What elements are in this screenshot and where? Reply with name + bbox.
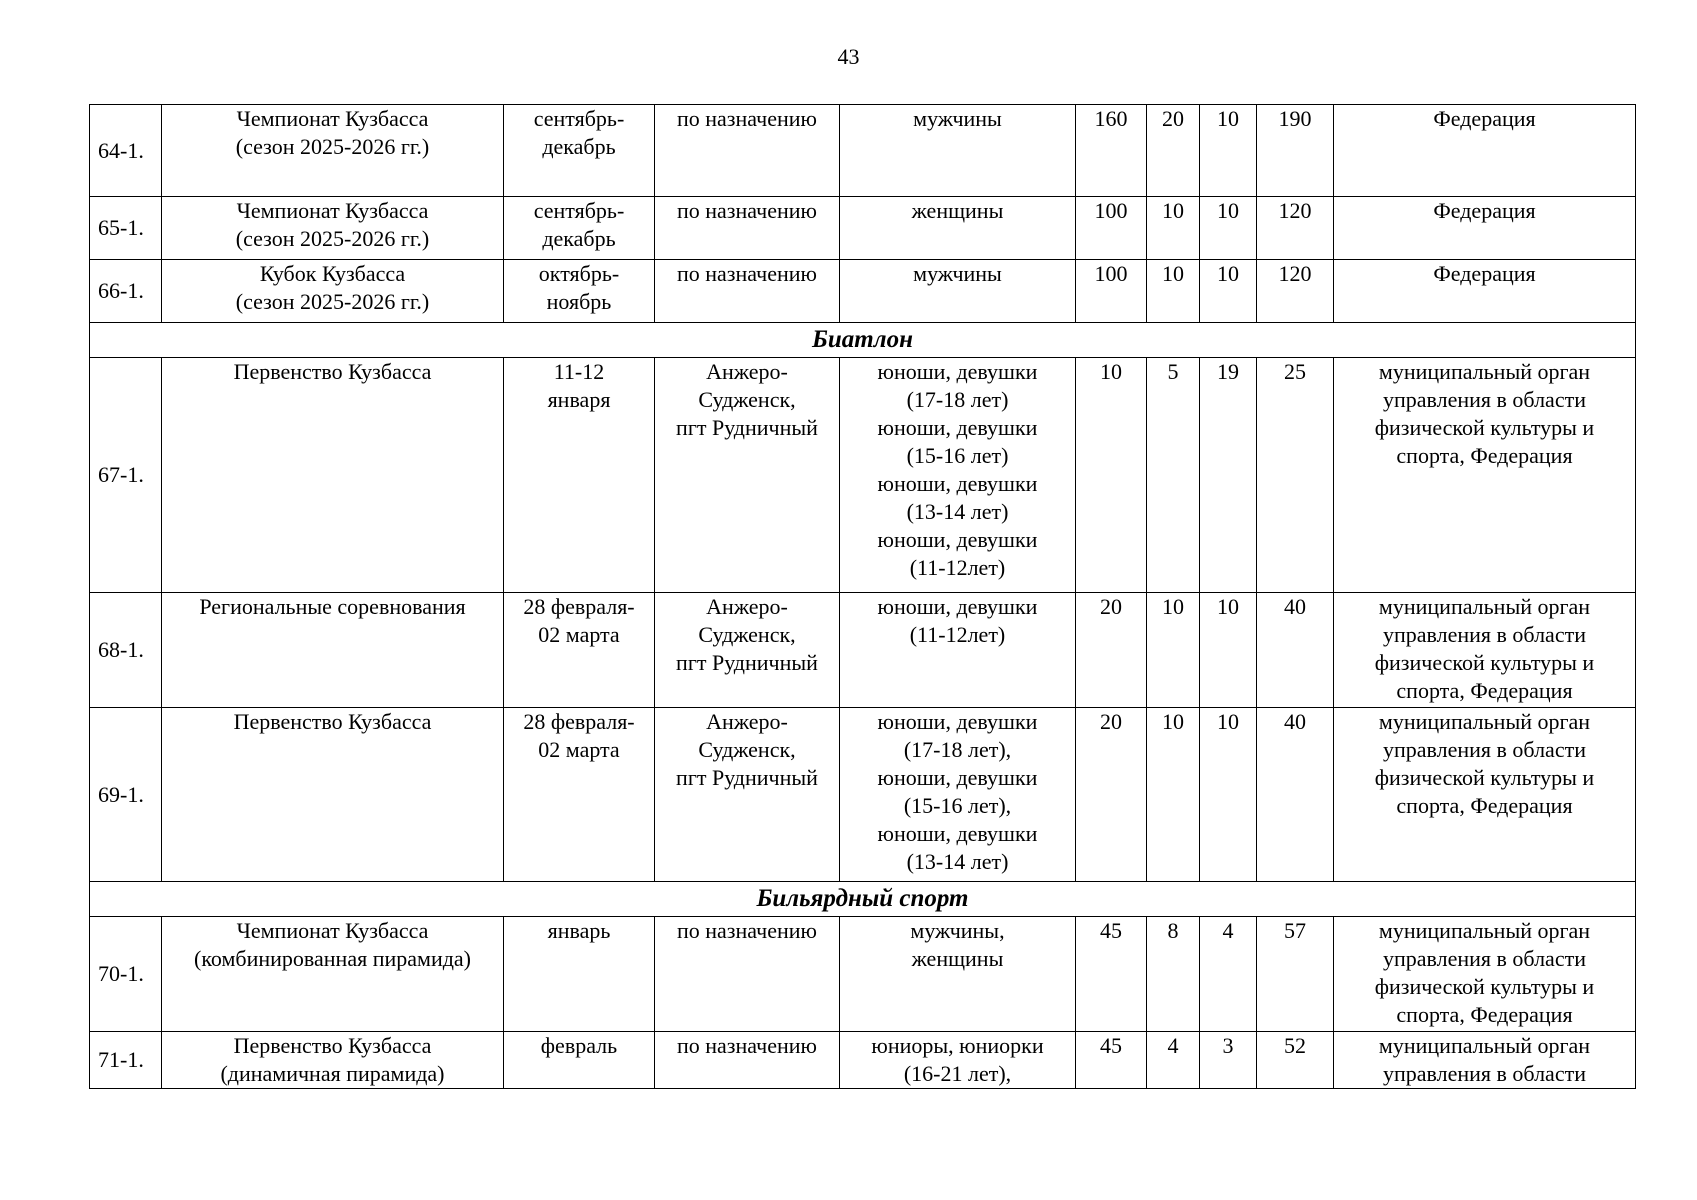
event-dates-cell — [504, 593, 655, 708]
event-place-line: по назначению — [677, 1033, 817, 1058]
table-row — [90, 260, 1636, 323]
event-place-cell — [655, 1032, 840, 1089]
row-number-cell: 65-1. — [90, 197, 162, 260]
event-name-cell — [162, 105, 504, 197]
count-1-cell: 45 — [1076, 917, 1147, 1032]
organizer-line: управления в области — [1383, 622, 1586, 647]
participants-cell — [840, 593, 1076, 708]
event-name-line: (комбинированная пирамида) — [194, 946, 471, 971]
event-place-line: Судженск, — [698, 622, 796, 647]
participants-line: мужчины, — [910, 918, 1005, 943]
table-row — [90, 917, 1636, 1032]
event-dates-line: 02 марта — [538, 737, 620, 762]
event-name-line: (сезон 2025-2026 гг.) — [235, 226, 430, 251]
count-2-cell: 10 — [1147, 593, 1200, 708]
participants-cell — [840, 708, 1076, 882]
total-count-cell: 57 — [1257, 917, 1334, 1032]
event-place-cell — [655, 105, 840, 197]
event-place-line: по назначению — [677, 106, 817, 131]
participants-line: мужчины — [913, 106, 1002, 131]
event-place-line: пгт Рудничный — [676, 415, 818, 440]
count-3-cell: 19 — [1200, 358, 1257, 593]
event-place-line: по назначению — [677, 261, 817, 286]
row-number-cell: 66-1. — [90, 260, 162, 323]
participants-line: мужчины — [913, 261, 1002, 286]
organizer-line: муниципальный орган — [1378, 918, 1591, 943]
event-dates-cell — [504, 708, 655, 882]
participants-line: (17-18 лет) — [906, 387, 1009, 412]
participants-line: (15-16 лет) — [906, 443, 1009, 468]
participants-line: юноши, девушки — [877, 415, 1038, 440]
count-1-cell: 45 — [1076, 1032, 1147, 1089]
event-dates-cell — [504, 105, 655, 197]
event-name-line: (сезон 2025-2026 гг.) — [235, 134, 430, 159]
organizer-cell — [1334, 593, 1636, 708]
events-table — [89, 104, 1636, 1089]
event-name-line: Чемпионат Кузбасса — [236, 918, 429, 943]
event-place-line: по назначению — [677, 198, 817, 223]
organizer-line: Федерация — [1433, 198, 1536, 223]
participants-line: юноши, девушки — [877, 594, 1038, 619]
table-row — [90, 197, 1636, 260]
page-number: 43 — [837, 44, 860, 69]
organizer-cell — [1334, 197, 1636, 260]
event-name-cell — [162, 1032, 504, 1089]
organizer-cell — [1334, 917, 1636, 1032]
count-3-cell: 10 — [1200, 105, 1257, 197]
participants-cell — [840, 358, 1076, 593]
event-name-cell — [162, 260, 504, 323]
event-dates-line: декабрь — [542, 226, 616, 251]
event-name-cell — [162, 708, 504, 882]
event-dates-line: февраль — [540, 1033, 618, 1058]
row-number-cell: 71-1. — [90, 1032, 162, 1089]
event-dates-line: 28 февраля- — [523, 709, 635, 734]
count-1-cell: 10 — [1076, 358, 1147, 593]
organizer-line: муниципальный орган — [1378, 359, 1591, 384]
total-count-cell: 52 — [1257, 1032, 1334, 1089]
event-place-line: пгт Рудничный — [676, 650, 818, 675]
event-dates-cell — [504, 260, 655, 323]
participants-line: юниоры, юниорки — [871, 1033, 1044, 1058]
participants-line: юноши, девушки — [877, 765, 1038, 790]
count-2-cell: 20 — [1147, 105, 1200, 197]
row-number-cell: 69-1. — [90, 708, 162, 882]
organizer-cell — [1334, 708, 1636, 882]
event-place-line: Судженск, — [698, 387, 796, 412]
organizer-line: управления в области — [1383, 946, 1586, 971]
participants-cell — [840, 197, 1076, 260]
count-1-cell: 160 — [1076, 105, 1147, 197]
event-name-line: Первенство Кузбасса — [233, 359, 432, 384]
participants-cell — [840, 917, 1076, 1032]
organizer-line: физической культуры и — [1374, 765, 1595, 790]
organizer-line: спорта, Федерация — [1396, 443, 1573, 468]
table-row — [90, 708, 1636, 882]
participants-line: (11-12лет) — [909, 622, 1006, 647]
organizer-cell — [1334, 1032, 1636, 1089]
organizer-line: управления в области — [1383, 1061, 1586, 1086]
count-1-cell: 20 — [1076, 708, 1147, 882]
count-2-cell: 10 — [1147, 197, 1200, 260]
participants-cell — [840, 260, 1076, 323]
total-count-cell: 120 — [1257, 260, 1334, 323]
event-dates-line: 02 марта — [538, 622, 620, 647]
participants-line: женщины — [911, 946, 1004, 971]
count-2-cell: 10 — [1147, 260, 1200, 323]
count-2-cell: 4 — [1147, 1032, 1200, 1089]
section-header-row — [90, 882, 1636, 917]
participants-line: (17-18 лет), — [903, 737, 1012, 762]
participants-line: женщины — [911, 198, 1004, 223]
table-row — [90, 1032, 1636, 1089]
event-dates-line: 28 февраля- — [523, 594, 635, 619]
event-place-line: пгт Рудничный — [676, 765, 818, 790]
event-dates-line: декабрь — [542, 134, 616, 159]
organizer-line: спорта, Федерация — [1396, 793, 1573, 818]
table-row — [90, 593, 1636, 708]
organizer-line: спорта, Федерация — [1396, 678, 1573, 703]
count-2-cell: 10 — [1147, 708, 1200, 882]
total-count-cell: 40 — [1257, 593, 1334, 708]
participants-line: юноши, девушки — [877, 471, 1038, 496]
participants-line: (15-16 лет), — [903, 793, 1012, 818]
organizer-line: физической культуры и — [1374, 974, 1595, 999]
event-place-cell — [655, 593, 840, 708]
event-dates-cell — [504, 197, 655, 260]
event-name-line: Первенство Кузбасса — [233, 1033, 432, 1058]
event-place-cell — [655, 197, 840, 260]
event-dates-line: ноябрь — [546, 289, 612, 314]
organizer-line: Федерация — [1433, 261, 1536, 286]
event-dates-line: 11-12 — [553, 359, 605, 384]
count-3-cell: 10 — [1200, 197, 1257, 260]
event-dates-line: января — [547, 387, 611, 412]
participants-line: юноши, девушки — [877, 527, 1038, 552]
organizer-line: спорта, Федерация — [1396, 1002, 1573, 1027]
event-place-cell — [655, 917, 840, 1032]
organizer-cell — [1334, 260, 1636, 323]
event-dates-line: октябрь- — [538, 261, 620, 286]
participants-line: юноши, девушки — [877, 709, 1038, 734]
participants-line: юноши, девушки — [877, 821, 1038, 846]
count-2-cell: 5 — [1147, 358, 1200, 593]
event-name-cell — [162, 917, 504, 1032]
section-title: Биатлон — [90, 323, 1636, 358]
event-name-line: Первенство Кузбасса — [233, 709, 432, 734]
count-1-cell: 100 — [1076, 197, 1147, 260]
event-place-line: Анжеро- — [706, 594, 788, 619]
organizer-line: физической культуры и — [1374, 650, 1595, 675]
participants-line: юноши, девушки — [877, 359, 1038, 384]
section-title: Бильярдный спорт — [90, 882, 1636, 917]
event-place-line: по назначению — [677, 918, 817, 943]
event-dates-cell — [504, 358, 655, 593]
organizer-line: Федерация — [1433, 106, 1536, 131]
total-count-cell: 25 — [1257, 358, 1334, 593]
participants-line: (16-21 лет), — [903, 1061, 1012, 1086]
count-2-cell: 8 — [1147, 917, 1200, 1032]
participants-line: (13-14 лет) — [906, 849, 1009, 874]
count-3-cell: 4 — [1200, 917, 1257, 1032]
count-3-cell: 10 — [1200, 708, 1257, 882]
event-place-cell — [655, 260, 840, 323]
event-name-line: (сезон 2025-2026 гг.) — [235, 289, 430, 314]
event-dates-cell — [504, 917, 655, 1032]
count-1-cell: 20 — [1076, 593, 1147, 708]
count-1-cell: 100 — [1076, 260, 1147, 323]
event-name-line: Чемпионат Кузбасса — [236, 106, 429, 131]
event-name-line: Региональные соревнования — [199, 594, 466, 619]
event-name-line: (динамичная пирамида) — [220, 1061, 445, 1086]
organizer-cell — [1334, 105, 1636, 197]
participants-cell — [840, 1032, 1076, 1089]
total-count-cell: 120 — [1257, 197, 1334, 260]
event-dates-line: январь — [547, 918, 611, 943]
event-dates-line: сентябрь- — [533, 198, 625, 223]
event-place-line: Анжеро- — [706, 359, 788, 384]
row-number-cell: 67-1. — [90, 358, 162, 593]
participants-line: (11-12лет) — [909, 555, 1006, 580]
section-header-row — [90, 323, 1636, 358]
event-place-line: Судженск, — [698, 737, 796, 762]
row-number-cell: 68-1. — [90, 593, 162, 708]
organizer-line: муниципальный орган — [1378, 1033, 1591, 1058]
count-3-cell: 10 — [1200, 260, 1257, 323]
total-count-cell: 40 — [1257, 708, 1334, 882]
event-name-line: Кубок Кузбасса — [259, 261, 406, 286]
event-place-line: Анжеро- — [706, 709, 788, 734]
organizer-cell — [1334, 358, 1636, 593]
count-3-cell: 3 — [1200, 1032, 1257, 1089]
row-number-cell: 64-1. — [90, 105, 162, 197]
organizer-line: управления в области — [1383, 387, 1586, 412]
row-number-cell: 70-1. — [90, 917, 162, 1032]
organizer-line: управления в области — [1383, 737, 1586, 762]
participants-cell — [840, 105, 1076, 197]
participants-line: (13-14 лет) — [906, 499, 1009, 524]
organizer-line: муниципальный орган — [1378, 709, 1591, 734]
event-name-cell — [162, 197, 504, 260]
event-name-line: Чемпионат Кузбасса — [236, 198, 429, 223]
organizer-line: физической культуры и — [1374, 415, 1595, 440]
total-count-cell: 190 — [1257, 105, 1334, 197]
organizer-line: муниципальный орган — [1378, 594, 1591, 619]
event-dates-line: сентябрь- — [533, 106, 625, 131]
table-row — [90, 105, 1636, 197]
event-place-cell — [655, 708, 840, 882]
event-name-cell — [162, 593, 504, 708]
event-place-cell — [655, 358, 840, 593]
event-dates-cell — [504, 1032, 655, 1089]
table-row — [90, 358, 1636, 593]
event-name-cell — [162, 358, 504, 593]
count-3-cell: 10 — [1200, 593, 1257, 708]
